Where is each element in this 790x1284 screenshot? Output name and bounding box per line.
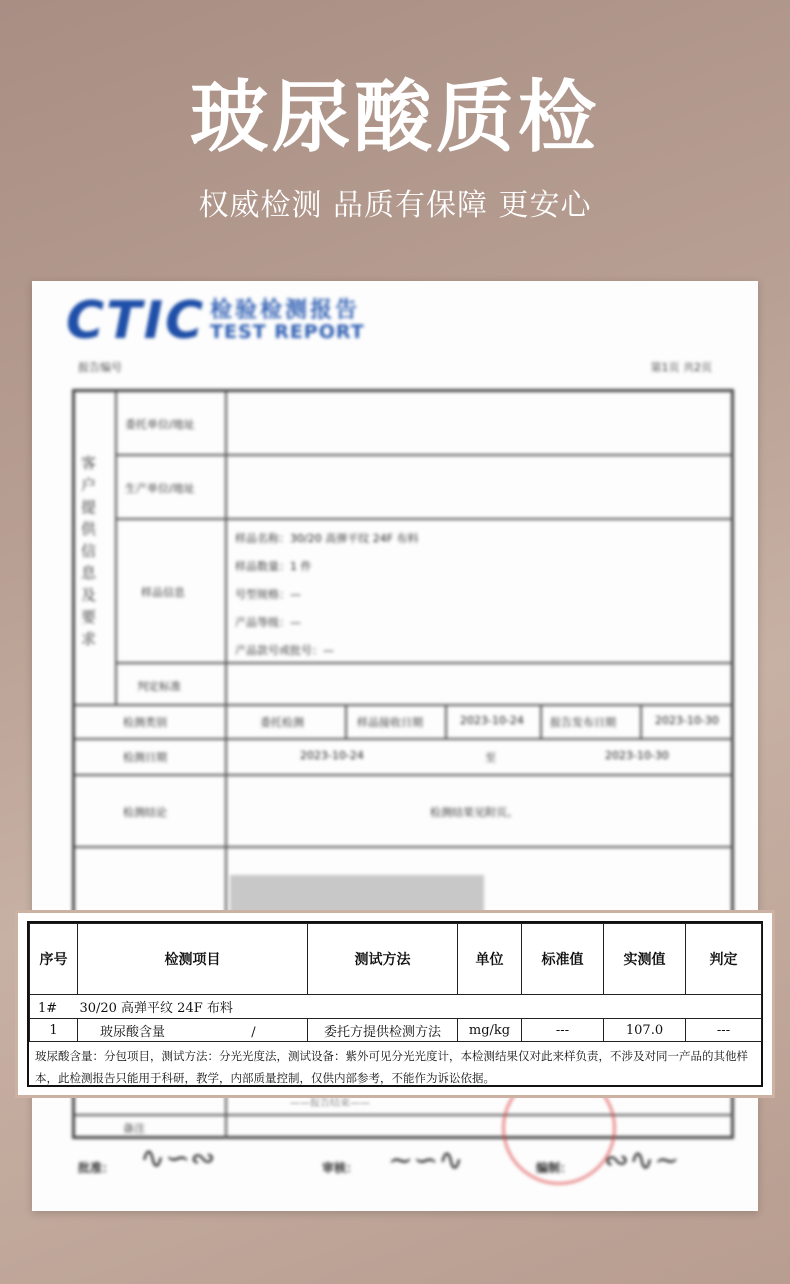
sample-line: 产品等级：— (235, 616, 301, 629)
row-measured: 107.0 (604, 1019, 686, 1042)
test-date-start: 2023-10-24 (300, 749, 364, 762)
signature-approve: ∿∽∾ (140, 1141, 216, 1176)
row-method: 委托方提供检测方法 (308, 1019, 458, 1042)
row-verdict: --- (686, 1019, 762, 1042)
sample-line: 样品数量：1 件 (235, 560, 312, 573)
label-client: 委托单位/地址 (125, 418, 195, 431)
sign-label-approve: 批准： (78, 1161, 115, 1175)
header-verdict: 判定 (686, 924, 762, 995)
signature-review: ∼∽∿ (388, 1143, 464, 1178)
row-item (78, 1019, 308, 1042)
header-no: 序号 (30, 924, 78, 995)
header-standard: 标准值 (522, 924, 604, 995)
result-table (29, 923, 762, 1042)
row-no: 1 (30, 1019, 78, 1042)
report-number-label: 报告编号 (78, 361, 122, 374)
test-type-value: 样品接收日期 (357, 716, 423, 729)
client-section-label: 客户提供信息及要求 (81, 454, 97, 648)
label-test-date: 检测日期 (123, 751, 167, 764)
label-conclusion: 检测结论 (123, 806, 167, 819)
row-item-name: 玻尿酸含量 (100, 1024, 166, 1040)
header-unit: 单位 (458, 924, 522, 995)
header-measured: 实测值 (604, 924, 686, 995)
result-table-panel (15, 910, 775, 1098)
conclusion-text: 检测结果见附页。 (430, 806, 518, 819)
signature-prepare: ∾∿∼ (604, 1143, 680, 1178)
sample-group-id: 1# (38, 1001, 58, 1016)
header-item: 检测项目 (78, 924, 308, 995)
test-date-to: 至 (485, 751, 496, 764)
label-remarks: 备注 (123, 1122, 145, 1135)
sample-group-row (30, 995, 762, 1019)
label-judge-std: 判定标准 (137, 680, 181, 693)
row-standard: --- (522, 1019, 604, 1042)
logo-en-text: TEST REPORT (210, 321, 365, 343)
sign-label-prepare: 编制： (536, 1161, 573, 1175)
test-type-value: 2023-10-30 (655, 714, 719, 727)
label-test-type: 检测类别 (123, 716, 167, 729)
test-type-value: 报告发布日期 (550, 716, 616, 729)
result-note: 玻尿酸含量：分包项目，测试方法：分光光度法，测试设备：紫外可见分光光度计，本检测结果仅对此来样负责，不涉及对同一产品的其他样本，此检测报告只能用于科研，教学，内部质量控制，仅供内部参考，不能作为诉讼依据。 (35, 1049, 748, 1085)
ctic-logo: CTIC (66, 291, 206, 351)
page-info: 第1页 共2页 (650, 361, 712, 374)
sample-line: 样品名称：30/20 高弹平纹 24F 布料 (235, 532, 419, 545)
page-subtitle: 权威检测 品质有保障 更安心 (198, 188, 592, 223)
report-end-text: ——报告结束—— (290, 1098, 370, 1109)
label-sample-info: 样品信息 (141, 586, 185, 599)
sample-line: 产品款号或批号：— (235, 644, 334, 657)
row-unit: mg/kg (458, 1019, 522, 1042)
table-row (30, 1019, 762, 1042)
page-title: 玻尿酸质检 (189, 73, 600, 163)
sample-line: 号型规格：— (235, 588, 301, 601)
sign-label-review: 审核： (322, 1161, 359, 1175)
test-type-value: 2023-10-24 (460, 714, 524, 727)
test-date-end: 2023-10-30 (605, 749, 669, 762)
test-type-value: 委托检测 (260, 716, 304, 729)
header-method: 测试方法 (308, 924, 458, 995)
label-producer: 生产单位/地址 (125, 482, 195, 495)
sample-group-desc: 30/20 高弹平纹 24F 布料 (79, 1001, 233, 1016)
logo-cn-text: 检验检测报告 (210, 298, 361, 323)
row-item-sub: / (251, 1024, 256, 1040)
